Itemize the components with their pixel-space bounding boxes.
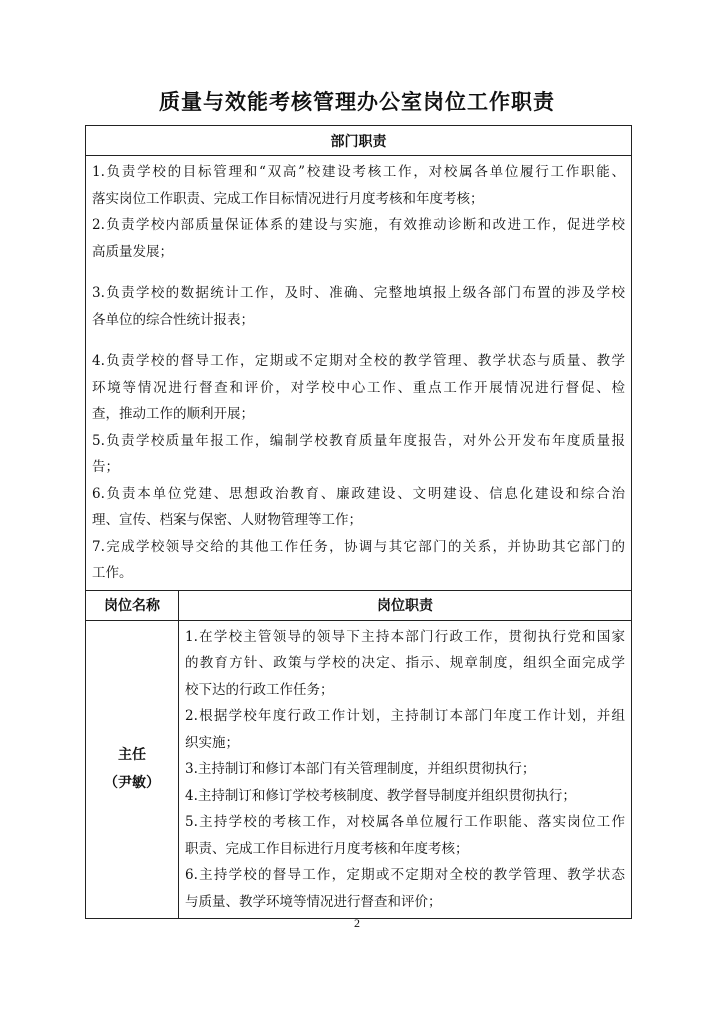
duty-line: 职责、完成工作目标进行月度考核和年度考核；	[185, 840, 469, 857]
duty-line: 的教育方针、政策与学校的决定、指示、规章制度，组织全面完成学	[185, 655, 625, 671]
duty-item	[92, 159, 625, 212]
duty-item	[92, 428, 625, 481]
duty-item	[92, 348, 625, 428]
duty-line: 工作。	[92, 565, 133, 581]
duty-line: 2.负责学校内部质量保证体系的建设与实施，有效推动诊断和改进工作，促进学校	[92, 217, 625, 233]
duty-line: 告；	[92, 459, 119, 475]
duty-line: 6.主持学校的督导工作，定期或不定期对全校的教学管理、教学状态	[185, 867, 625, 883]
duty-line: 校下达的行政工作任务；	[185, 681, 334, 698]
page-number: 2	[354, 916, 360, 930]
duty-item	[185, 783, 625, 810]
duty-line: 1.在学校主管领导的领导下主持本部门行政工作，贯彻执行党和国家	[185, 628, 625, 645]
duty-item	[92, 280, 625, 333]
duty-line: 各单位的综合性统计报表；	[92, 311, 254, 328]
duty-line: 理、宣传、档案与保密、人财物管理等工作；	[92, 512, 362, 528]
spacer	[92, 333, 625, 348]
dept-duties-header: 部门职责	[86, 126, 632, 156]
duty-line: 3.主持制订和修订本部门有关管理制度，并组织贯彻执行；	[185, 761, 536, 777]
duty-line: 4.负责学校的督导工作，定期或不定期对全校的教学管理、教学状态与质量、教学	[92, 353, 625, 369]
dept-duties-content	[86, 156, 632, 591]
duty-line: 5.负责学校质量年报工作，编制学校教育质量年度报告，对外公开发布年度质量报	[92, 432, 625, 449]
position-person: （尹敏）	[104, 775, 160, 792]
page-title: 质量与效能考核管理办公室岗位工作职责	[159, 90, 555, 114]
duty-item	[185, 862, 625, 915]
duty-item	[185, 809, 625, 862]
position-name-cell	[86, 620, 179, 919]
duty-line: 1.负责学校的目标管理和“双高”校建设考核工作，对校属各单位履行工作职能、	[92, 164, 625, 180]
duty-item	[185, 703, 625, 756]
col-position-name: 岗位名称	[86, 590, 179, 620]
duty-line: 6.负责本单位党建、思想政治教育、廉政建设、文明建设、信息化建设和综合治	[92, 485, 625, 502]
duty-line: 与质量、教学环境等情况进行督查和评价；	[185, 893, 442, 910]
duty-line: 4.主持制订和修订学校考核制度、教学督导制度并组织贯彻执行；	[185, 787, 576, 804]
duty-line: 织实施；	[185, 734, 239, 751]
duty-line: 环境等情况进行督查和评价，对学校中心工作、重点工作开展情况进行督促、检	[92, 379, 625, 396]
duty-item	[92, 481, 625, 534]
spacer	[92, 265, 625, 280]
duties-table	[85, 125, 632, 919]
col-position-duties: 岗位职责	[179, 590, 632, 620]
position-title: 主任	[118, 747, 146, 764]
duty-line: 7.完成学校领导交给的其他工作任务，协调与其它部门的关系，并协助其它部门的	[92, 538, 625, 555]
duty-item	[185, 624, 625, 704]
table-row	[86, 620, 632, 919]
duty-line: 5.主持学校的考核工作，对校属各单位履行工作职能、落实岗位工作	[185, 814, 625, 830]
duty-item	[92, 212, 625, 265]
duty-line: 2.根据学校年度行政工作计划，主持制订本部门年度工作计划，并组	[185, 708, 625, 724]
duty-line: 高质量发展；	[92, 243, 173, 260]
duty-line: 查，推动工作的顺利开展；	[92, 406, 254, 422]
duty-line: 落实岗位工作职责、完成工作目标情况进行月度考核和年度考核；	[92, 190, 484, 207]
duty-line: 3.负责学校的数据统计工作，及时、准确、完整地填报上级各部门布置的涉及学校	[92, 285, 625, 301]
duty-item	[185, 756, 625, 783]
duty-item	[92, 534, 625, 587]
position-duties-content	[179, 620, 632, 919]
